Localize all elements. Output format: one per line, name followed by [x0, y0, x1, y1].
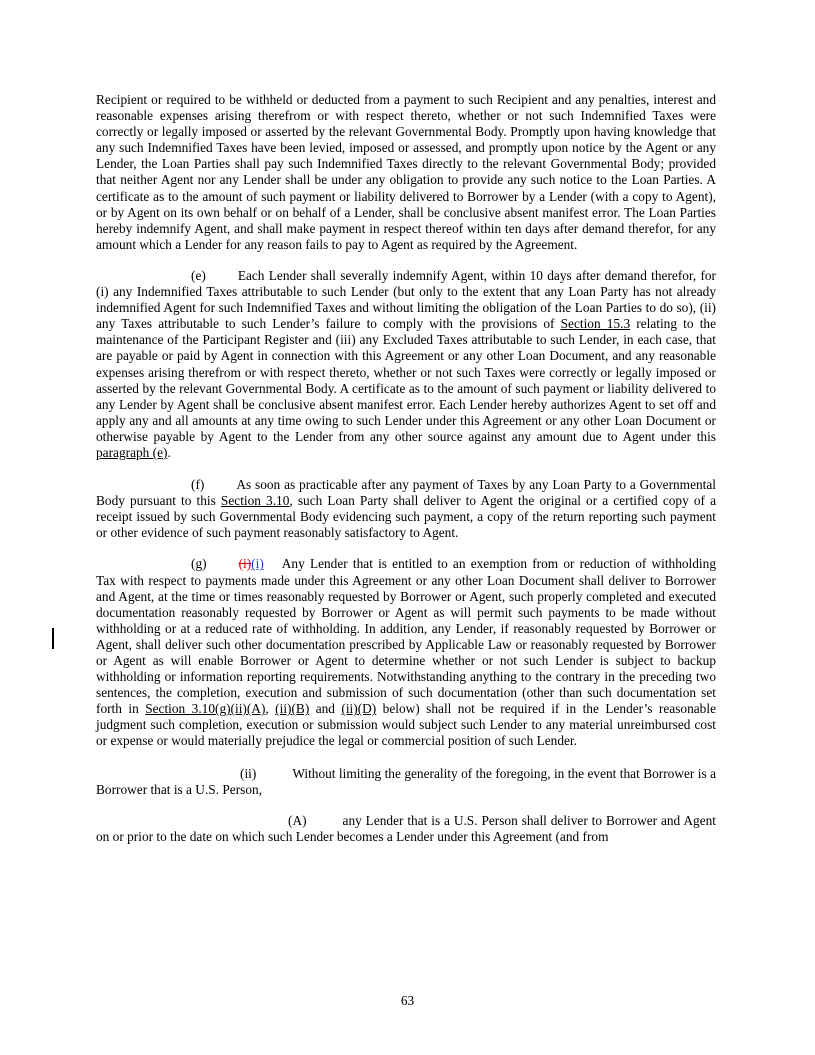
page-number: 63	[400, 993, 415, 1008]
paragraph-g	[96, 556, 716, 749]
separator-2: and	[309, 701, 342, 717]
paragraph-e-text-a: Each Lender shall severally indemnify Agent, within 10 days after demand therefor, for (i) any Indemnified Taxes attributable to such Lender (but only to the extent that any Loan Party has not already indemnified Agent for such Indemnified Taxes and without limiting the obligation of the Loan Parties to do so), (ii) any Taxes attributable to such Lender’s failure to comply with the provisions of	[96, 267, 716, 332]
paragraph-A-text: any Lender that is a U.S. Person shall deliver to Borrower and Agent on or prior to the date on which such Lender becomes a Lender under this Agreement (and from	[96, 812, 716, 844]
paragraph-g-text-a: Any Lender that is entitled to an exemption from or reduction of withholding Tax with respect to payments made under this Agreement or any other Loan Document shall deliver to Borrower and Agent, at the time or times reasonably requested by Borrower or Agent, such properly completed and executed documentation reasonably requested by Borrower or Agent as will permit such payments to be made without withholding or at a reduced rate of withholding. In addition, any Lender, if reasonably requested by Borrower or Agent, shall deliver such other documentation prescribed by Applicable Law or reasonably requested by Borrower or Agent as will enable Borrower or Agent to determine whether or not such Lender is subject to backup withholding or information reporting requirements. Notwithstanding anything to the contrary in the preceding two sentences, the completion, execution and submission of such documentation (other than such documentation set forth in	[96, 556, 716, 717]
revision-change-bar	[52, 628, 54, 649]
section-3-10-reference: Section 3.10	[220, 493, 290, 509]
paragraph-A	[96, 813, 716, 845]
inserted-text-marker: (i)	[251, 556, 264, 572]
paragraph-g-label: (g)	[191, 556, 207, 572]
deleted-text-marker: (i)	[238, 556, 252, 572]
section-15-3-reference: Section 15.3	[560, 316, 631, 332]
paragraph-e-text-b: relating to the maintenance of the Participant Register and (iii) any Excluded Taxes attributable to such Lender, in each case, that are payable or paid by Agent in connection with this Agreement or any other Loan Document, and any reasonable expenses arising therefrom or with respect thereto, whether or not such Taxes were correctly or legally imposed or asserted by the relevant Governmental Body. A certificate as to the amount of such payment or liability delivered to any Lender by Agent shall be conclusive absent manifest error. Each Lender hereby authorizes Agent to set off and apply any and all amounts at any time owing to such Lender under this Agreement or any other Loan Document or otherwise payable by Agent to the Lender from any other source against any amount due to Agent under this	[96, 316, 716, 444]
paragraph-ii-label: (ii)	[240, 765, 257, 781]
paragraph-e	[96, 268, 716, 461]
paragraph-A-label: (A)	[288, 812, 307, 828]
paragraph-e-label: (e)	[191, 267, 206, 283]
paragraph-f-text-b: , such Loan Party shall deliver to Agent the original or a certified copy of a receipt issued by such Governmental Body evidencing such payment, a copy of the return reporting such payment or other evidence of such payment reasonably satisfactory to Agent.	[96, 493, 716, 541]
section-3-10-g-ii-a-reference: Section 3.10(g)(ii)(A)	[145, 701, 266, 717]
paragraph-continuation: Recipient or required to be withheld or deducted from a payment to such Recipient and any penalties, interest and reasonable expenses arising therefrom or with respect thereto, whether or not such Indemnified Taxes were correctly or legally imposed or asserted by the relevant Governmental Body. Promptly upon having knowledge that any such Indemnified Taxes have been levied, imposed or assessed, and promptly upon notice by the Agent or any Lender, the Loan Parties shall pay such Indemnified Taxes directly to the relevant Governmental Body; provided that neither Agent nor any Lender shall be under any obligation to provide any such notice to the Loan Parties. A certificate as to the amount of such payment or liability delivered to Borrower by a Lender (with a copy to Agent), or by Agent on its own behalf or on behalf of a Lender, shall be conclusive absent manifest error. The Loan Parties hereby indemnify Agent, and shall make payment in respect thereof within ten days after demand therefor, for any amount which a Lender for any reason fails to pay to Agent as required by the Agreement.	[96, 92, 716, 252]
paragraph-f-text-a: As soon as practicable after any payment of Taxes by any Loan Party to a Governmental Body pursuant to this	[96, 477, 716, 509]
paragraph-f	[96, 477, 716, 541]
ii-d-reference: (ii)(D)	[341, 701, 377, 717]
paragraph-g-text-b: below) shall not be required if in the Lender’s reasonable judgment such completion, execution or submission would subject such Lender to any material unreimbursed cost or expense or would materially prejudice the legal or commercial position of such Lender.	[96, 701, 716, 749]
paragraph-ii-text: Without limiting the generality of the foregoing, in the event that Borrower is a Borrower that is a U.S. Person,	[96, 765, 716, 797]
paragraph-f-label: (f)	[191, 477, 205, 493]
paragraph-e-text-c: .	[167, 444, 171, 460]
paragraph-e-reference: paragraph (e)	[96, 444, 168, 460]
document-page	[96, 92, 716, 861]
ii-b-reference: (ii)(B)	[275, 701, 310, 717]
separator-1: ,	[265, 701, 276, 717]
paragraph-ii	[96, 766, 716, 798]
